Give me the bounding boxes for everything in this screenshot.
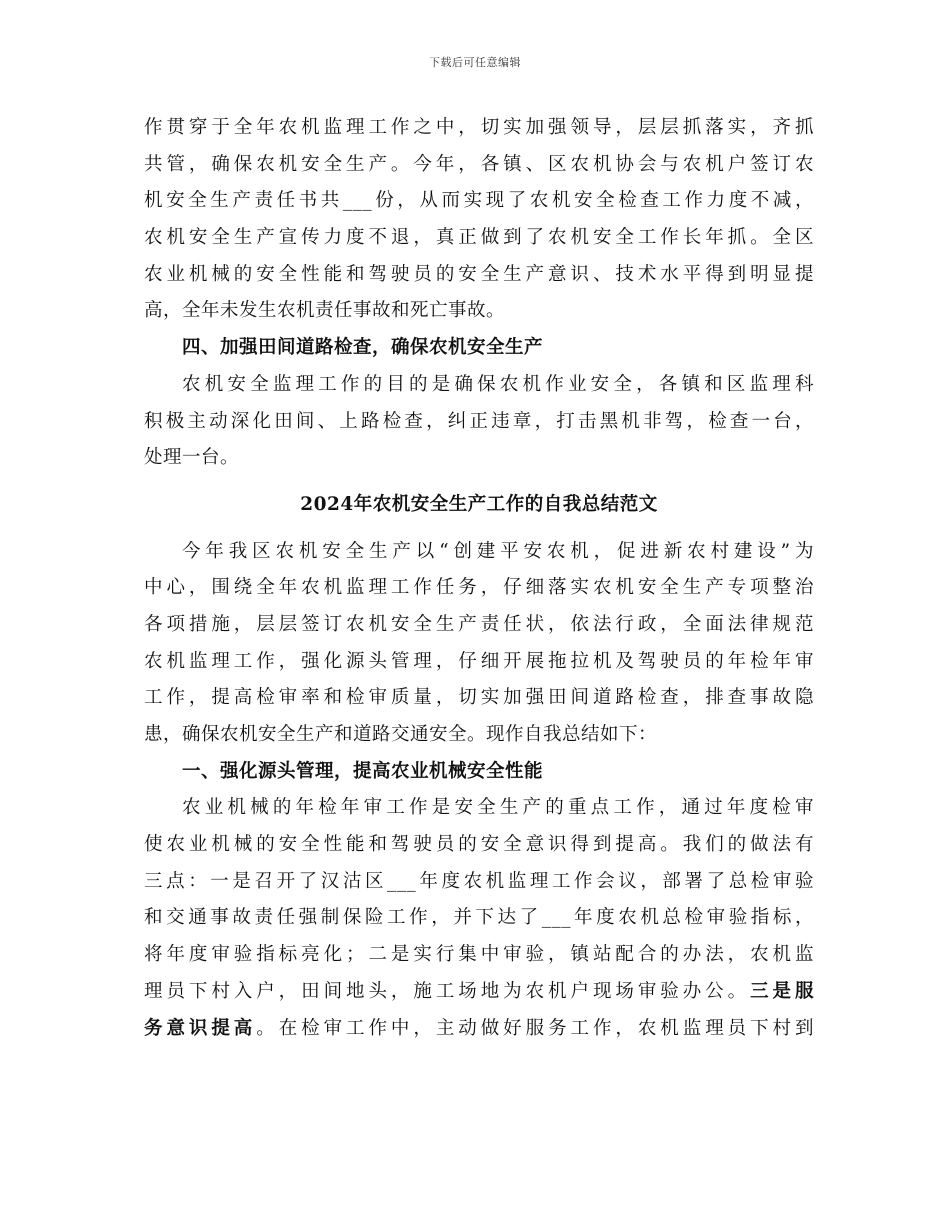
text-line: 将年度审验指标亮化；二是实行集中审验，镇站配合的办法，农机监 [144,944,814,966]
text-line: 农机安全监理工作的目的是确保农机作业安全，各镇和区监理科 [182,373,814,395]
text-line: 农机监理工作，强化源头管理，仔细开展拖拉机及驾驶员的年检年审 [144,650,814,672]
paragraph-continuation [144,110,814,330]
text-line-mixed [144,1011,814,1048]
section-heading-1: 一、强化源头管理，提高农业机械安全性能 [182,760,544,782]
text-line: 共管，确保农机安全生产。今年，各镇、区农机协会与农机户签订农 [144,153,814,175]
text-line: 作贯穿于全年农机监理工作之中，切实加强领导，层层抓落实，齐抓 [144,117,814,138]
text-line: 各项措施，层层签订农机安全生产责任状，依法行政，全面法律规范 [144,613,814,635]
bold-text-run: 务意识提高 [144,1017,257,1039]
paragraph-field-inspection [144,367,814,477]
text-line: 处理一台。 [144,447,240,469]
document-body [144,110,814,1047]
text-line: 使农业机械的安全性能和驾驶员的安全意识得到提高。我们的做法有 [144,834,814,856]
text-line: 高，全年未发生农机责任事故和死亡事故。 [144,300,506,322]
text-line: 中心，围绕全年农机监理工作任务，仔细落实农机安全生产专项整治 [144,577,814,599]
document-title: 2024年农机安全生产工作的自我总结范文 [300,493,658,515]
text-line: 今年我区农机安全生产以“创建平安农机，促进新农村建设”为 [182,540,814,562]
text-line: 农业机械的年检年审工作是安全生产的重点工作，通过年度检审 [182,797,814,819]
page-header: 下载后可任意编辑 [429,56,521,69]
text-line: 机安全生产责任书共___份，从而实现了农机安全检查工作力度不减， [144,190,814,212]
bold-text-run: 三是服 [750,980,814,1002]
text-line-mixed [144,974,814,1011]
text-line: 积极主动深化田间、上路检查，纠正违章，打击黑机非驾，检查一台， [144,410,814,432]
text-line: 工作，提高检审率和检审质量，切实加强田间道路检查，排查事故隐 [144,687,814,709]
text-run: 。在检审工作中，主动做好服务工作，农机监理员下村到 [256,1017,814,1039]
text-line: 三点：一是召开了汉沽区___年度农机监理工作会议，部署了总检审验 [144,870,814,892]
section-heading-4: 四、加强田间道路检查，确保农机安全生产 [182,337,544,359]
text-line: 农业机械的安全性能和驾驶员的安全生产意识、技术水平得到明显提 [144,263,814,285]
paragraph-annual-inspection [144,790,814,1047]
text-run: 理员下村入户，田间地头，施工场地为农机户现场审验办公。 [144,980,751,1002]
text-line: 农机安全生产宣传力度不退，真正做到了农机安全工作长年抓。全区 [144,227,814,249]
text-line: 患，确保农机安全生产和道路交通安全。现作自我总结如下： [144,724,658,745]
paragraph-intro [144,534,814,754]
text-line: 和交通事故责任强制保险工作，并下达了___年度农机总检审验指标， [144,907,814,929]
